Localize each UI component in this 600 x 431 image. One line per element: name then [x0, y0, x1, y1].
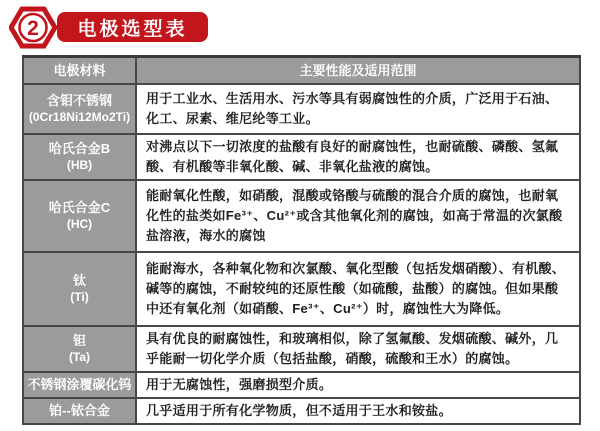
- page-title: 电极选型表: [77, 18, 188, 40]
- material-code: (HB): [66, 157, 93, 172]
- electrode-selection-table: [22, 55, 581, 425]
- table-row: [23, 326, 580, 372]
- material-cell: [23, 134, 136, 180]
- material-name: 哈氏合金C: [48, 199, 111, 215]
- material-name: 钽: [72, 332, 86, 348]
- material-code: (Ta): [68, 349, 91, 364]
- desc-cell: 具有优良的耐腐蚀性，和玻璃相似，除了氢氟酸、发烟硫酸、碱外，几乎能耐一切化学介质（包括盐酸，硝酸，硫酸和王水）的腐蚀。: [136, 326, 580, 372]
- material-name: 钛: [72, 272, 86, 288]
- material-cell: [23, 326, 136, 372]
- table-row: [23, 252, 580, 326]
- header-performance: 主要性能及适用范围: [136, 57, 580, 84]
- table-row: [23, 134, 580, 180]
- material-code: (0Cr18Ni12Mo2Ti): [28, 109, 131, 124]
- material-name: 含钼不锈钢: [46, 92, 112, 108]
- table-row: [23, 372, 580, 398]
- desc-cell: 能耐氧化性酸，如硝酸，混酸或铬酸与硫酸的混合介质的腐蚀，也耐氧化性的盐类如Fe³⁺、Cu²⁺或含其他氧化剂的腐蚀，如高于常温的次氯酸盐溶液，海水的腐蚀: [136, 180, 580, 252]
- material-cell: [23, 398, 136, 424]
- material-code: (Ti): [70, 289, 89, 304]
- header-material: 电极材料: [23, 57, 136, 84]
- desc-cell: 用于无腐蚀性，强磨损型介质。: [136, 372, 580, 398]
- material-cell: [23, 84, 136, 134]
- table-header-row: [23, 57, 580, 84]
- material-name: 铂--铱合金: [49, 403, 110, 418]
- desc-cell: 能耐海水，各种氧化物和次氯酸、氧化型酸（包括发烟硝酸）、有机酸、碱等的腐蚀，不耐较纯的还原性酸（如硫酸，盐酸）的腐蚀。但如果酸中还有氧化剂（如硝酸、Fe³⁺、Cu²⁺）时，腐蚀性大为降低。: [136, 252, 580, 326]
- table-row: [23, 398, 580, 424]
- material-cell: [23, 252, 136, 326]
- material-name: 不锈钢涂覆碳化钨: [27, 377, 132, 392]
- table-row: [23, 180, 580, 252]
- desc-cell: 几乎适用于所有化学物质，但不适用于王水和铵盐。: [136, 398, 580, 424]
- title-banner: [57, 12, 208, 42]
- material-cell: [23, 180, 136, 252]
- table-row: [23, 84, 580, 134]
- desc-cell: 对沸点以下一切浓度的盐酸有良好的耐腐蚀性，也耐硫酸、磷酸、氢氟酸、有机酸等非氧化酸、碱、非氧化盐液的腐蚀。: [136, 134, 580, 180]
- step-number: 2: [27, 17, 39, 40]
- material-name: 哈氏合金B: [48, 140, 111, 156]
- desc-cell: 用于工业水、生活用水、污水等具有弱腐蚀性的介质，广泛用于石油、化工、尿素、维尼纶等工业。: [136, 84, 580, 134]
- step-number-badge-icon: [9, 6, 57, 49]
- material-code: (HC): [66, 216, 93, 231]
- material-cell: [23, 372, 136, 398]
